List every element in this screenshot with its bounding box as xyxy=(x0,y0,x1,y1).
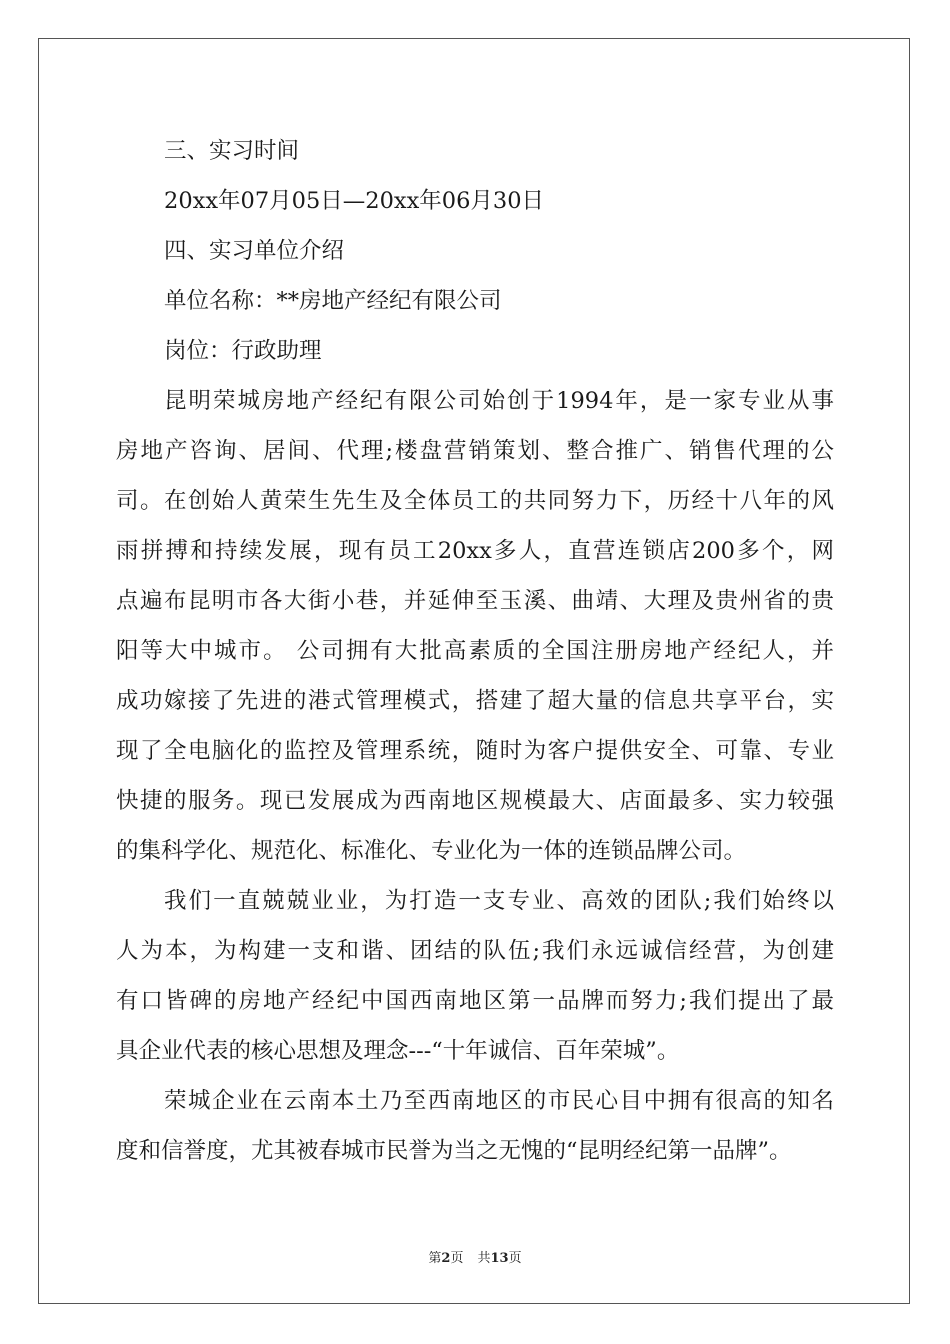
paragraph-reputation xyxy=(116,1076,834,1176)
total-pages: 13 xyxy=(490,1251,509,1266)
total-pages-suffix: 页 xyxy=(508,1251,522,1266)
paragraph-line: 人为本，为构建一支和谐、团结的队伍;我们永远诚信经营，为创建 xyxy=(116,938,834,964)
paragraph-line: 的集科学化、规范化、标准化、专业化为一体的连锁品牌公司。 xyxy=(116,838,747,864)
job-position: 岗位：行政助理 xyxy=(164,338,322,364)
internship-period: 20xx年07月05日—20xx年06月30日 xyxy=(164,188,545,214)
paragraph-line: 具企业代表的核心思想及理念---“十年诚信、百年荣城”。 xyxy=(116,1038,680,1064)
paragraph-line: 我们一直兢兢业业，为打造一支专业、高效的团队;我们始终以 xyxy=(164,888,834,914)
paragraph-line: 房地产咨询、居间、代理;楼盘营销策划、整合推广、销售代理的公 xyxy=(116,438,834,464)
paragraph-line: 荣城企业在云南本土乃至西南地区的市民心目中拥有很高的知名 xyxy=(164,1088,834,1114)
paragraph-values xyxy=(116,876,834,1076)
paragraph-line: 雨拼搏和持续发展，现有员工20xx多人，直营连锁店200多个，网 xyxy=(116,538,834,564)
paragraph-line: 度和信誉度，尤其被春城市民誉为当之无愧的“昆明经纪第一品牌”。 xyxy=(116,1138,792,1164)
page-number: 2 xyxy=(441,1251,451,1266)
paragraph-line: 昆明荣城房地产经纪有限公司始创于1994年，是一家专业从事 xyxy=(164,388,834,414)
section-heading-3: 三、实习时间 xyxy=(164,138,300,164)
section-heading-4: 四、实习单位介绍 xyxy=(164,238,345,264)
paragraph-line: 现了全电脑化的监控及管理系统，随时为客户提供安全、可靠、专业 xyxy=(116,738,834,764)
page-number-suffix: 页 xyxy=(450,1251,464,1266)
paragraph-line: 有口皆碑的房地产经纪中国西南地区第一品牌而努力;我们提出了最 xyxy=(116,988,834,1014)
page-number-prefix: 第 xyxy=(428,1251,442,1266)
document-body xyxy=(116,126,834,1176)
paragraph-company-intro xyxy=(116,376,834,876)
paragraph-line: 司。在创始人黄荣生先生及全体员工的共同努力下，历经十八年的风 xyxy=(116,488,834,514)
paragraph-line: 成功嫁接了先进的港式管理模式，搭建了超大量的信息共享平台，实 xyxy=(116,688,834,714)
total-pages-prefix: 共 xyxy=(477,1251,491,1266)
paragraph-line: 点遍布昆明市各大街小巷，并延伸至玉溪、曲靖、大理及贵州省的贵 xyxy=(116,588,834,614)
paragraph-line: 阳等大中城市。 公司拥有大批高素质的全国注册房地产经纪人，并 xyxy=(116,638,834,664)
unit-name: 单位名称：**房地产经纪有限公司 xyxy=(164,288,502,314)
paragraph-line: 快捷的服务。现已发展成为西南地区规模最大、店面最多、实力较强 xyxy=(116,788,834,814)
page-footer xyxy=(0,1247,950,1266)
